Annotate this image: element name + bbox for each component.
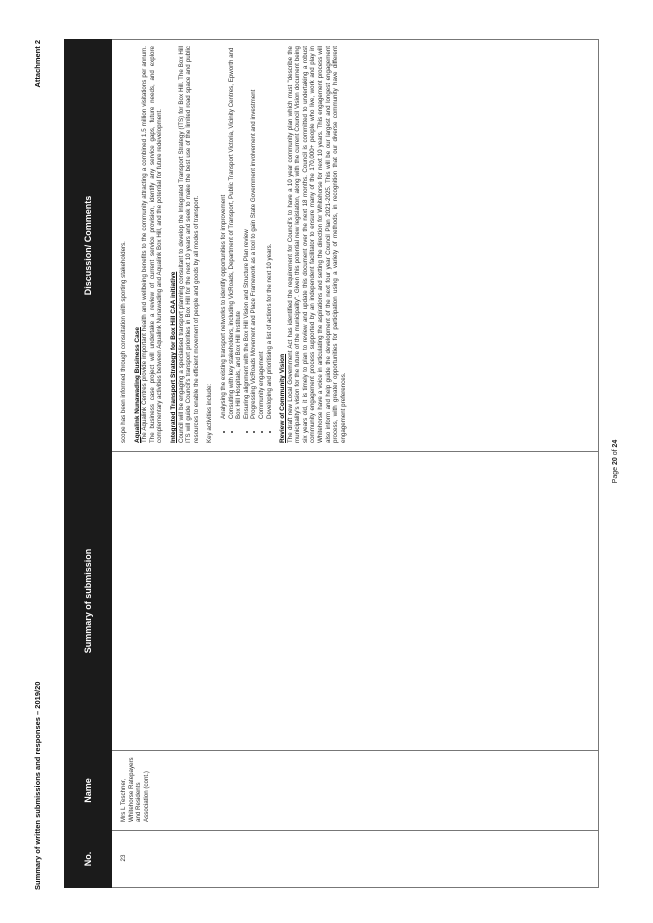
- section-heading: Integrated Transport Strategy for Box Hill CAA initiative: [169, 271, 177, 443]
- section-community-vision: [279, 46, 347, 443]
- list-item: • Community engagement: [258, 46, 266, 423]
- discussion-cell: [112, 40, 599, 452]
- page-footer: [612, 0, 619, 923]
- activities-intro: Key activities include:: [206, 383, 214, 443]
- page-number: 20: [612, 457, 619, 466]
- submission-summary: [112, 452, 599, 751]
- section-text: The Aqualink Centres provide important health and wellbeing benefits to the community attracting a combined 1.5 million visitations per annum. The business case project will undertake a review of current service provision, identify any service gaps, future needs, and explore complementary activities between Aqualink Nunawading and Aqualink Box Hill, and the potential for future redevelopment.: [141, 46, 164, 443]
- document-title: Summary of written submissions and responses – 2019/20: [33, 681, 42, 890]
- attachment-label: Attachment 2: [33, 40, 42, 88]
- list-item: • Ensuring alignment with the Box Hill Vision and Structure Plan review: [243, 46, 251, 423]
- column-header-discussion: Discussion/ Comments: [65, 40, 112, 452]
- list-item: • Analysing the existing transport networks to identify opportunities for improvement: [220, 46, 228, 423]
- column-header-no: No.: [65, 831, 112, 888]
- section-aqualink: [134, 46, 164, 443]
- column-header-name: Name: [65, 751, 112, 831]
- list-item: • Developing and prioritising a list of actions for the next 10 years.: [266, 46, 274, 423]
- section-heading: Aqualink Nunawading Business Case: [133, 327, 141, 443]
- page-total: 24: [612, 439, 619, 448]
- page-prefix: Page: [612, 466, 619, 484]
- column-header-summary: Summary of submission: [65, 452, 112, 751]
- table-row: [112, 40, 599, 888]
- page-of: of: [612, 449, 619, 456]
- section-heading: Review of Community Vision: [279, 353, 287, 443]
- activities-list: [220, 46, 273, 443]
- section-text: Council will be engaging a specialised transport planning consultant to develop the Integrated Transport Strategy (ITS) for Box Hill. The Box Hill ITS will guide Council's transport priorities in Box Hill for the next 10 years and seek to make the best use of the limited road space and public resources to enable the efficient movement of people and goods by all modes of transport.: [177, 46, 200, 443]
- submissions-table: [64, 39, 599, 888]
- section-text: The draft new Local Government Act has identified the requirement for Council's to have a 10 year community plan which must "describe the municipality's vision for the future of the municipality". Given this potential new legislation, along with the current Council Vision document being six years old, it is timely to plan to review and update this document over the next 18 months. Council is committed to undertaking a robust community engagement process supported by an independent facilitator to ensure many of the 170,000+ people who live, work and play in Whitehorse have a voice in articulating the aspirations and setting the direction for Whitehorse for next 10 years. This engagement process will also inform and help guide the development of the next four year Council Plan 2021-2025. This will be our largest and longest engagement process, with greater opportunities for participation using a variety of methods, in recognition that our diverse community have different engagement preferences.: [286, 46, 347, 443]
- list-item: • Progressing VicRoads Movement and Place Framework as a tool to gain State Government involvement and investment: [250, 46, 258, 423]
- intro-text: scope has been informed through consultation with sporting stakeholders.: [120, 241, 127, 443]
- submitter-name: Mrs L Teschner, Whitehorse Ratepayers and Residents Association (cont.): [112, 751, 599, 831]
- submission-number: 23: [112, 831, 599, 888]
- table-header-row: [65, 40, 112, 888]
- section-transport-strategy: [170, 46, 200, 443]
- list-item: • Consulting with key stakeholders, including VicRoads, Department of Transport, Public Transport Victoria, Vicinity Centres, Epworth and Box Hill Hospitals, and Box Hill Institute: [228, 46, 243, 423]
